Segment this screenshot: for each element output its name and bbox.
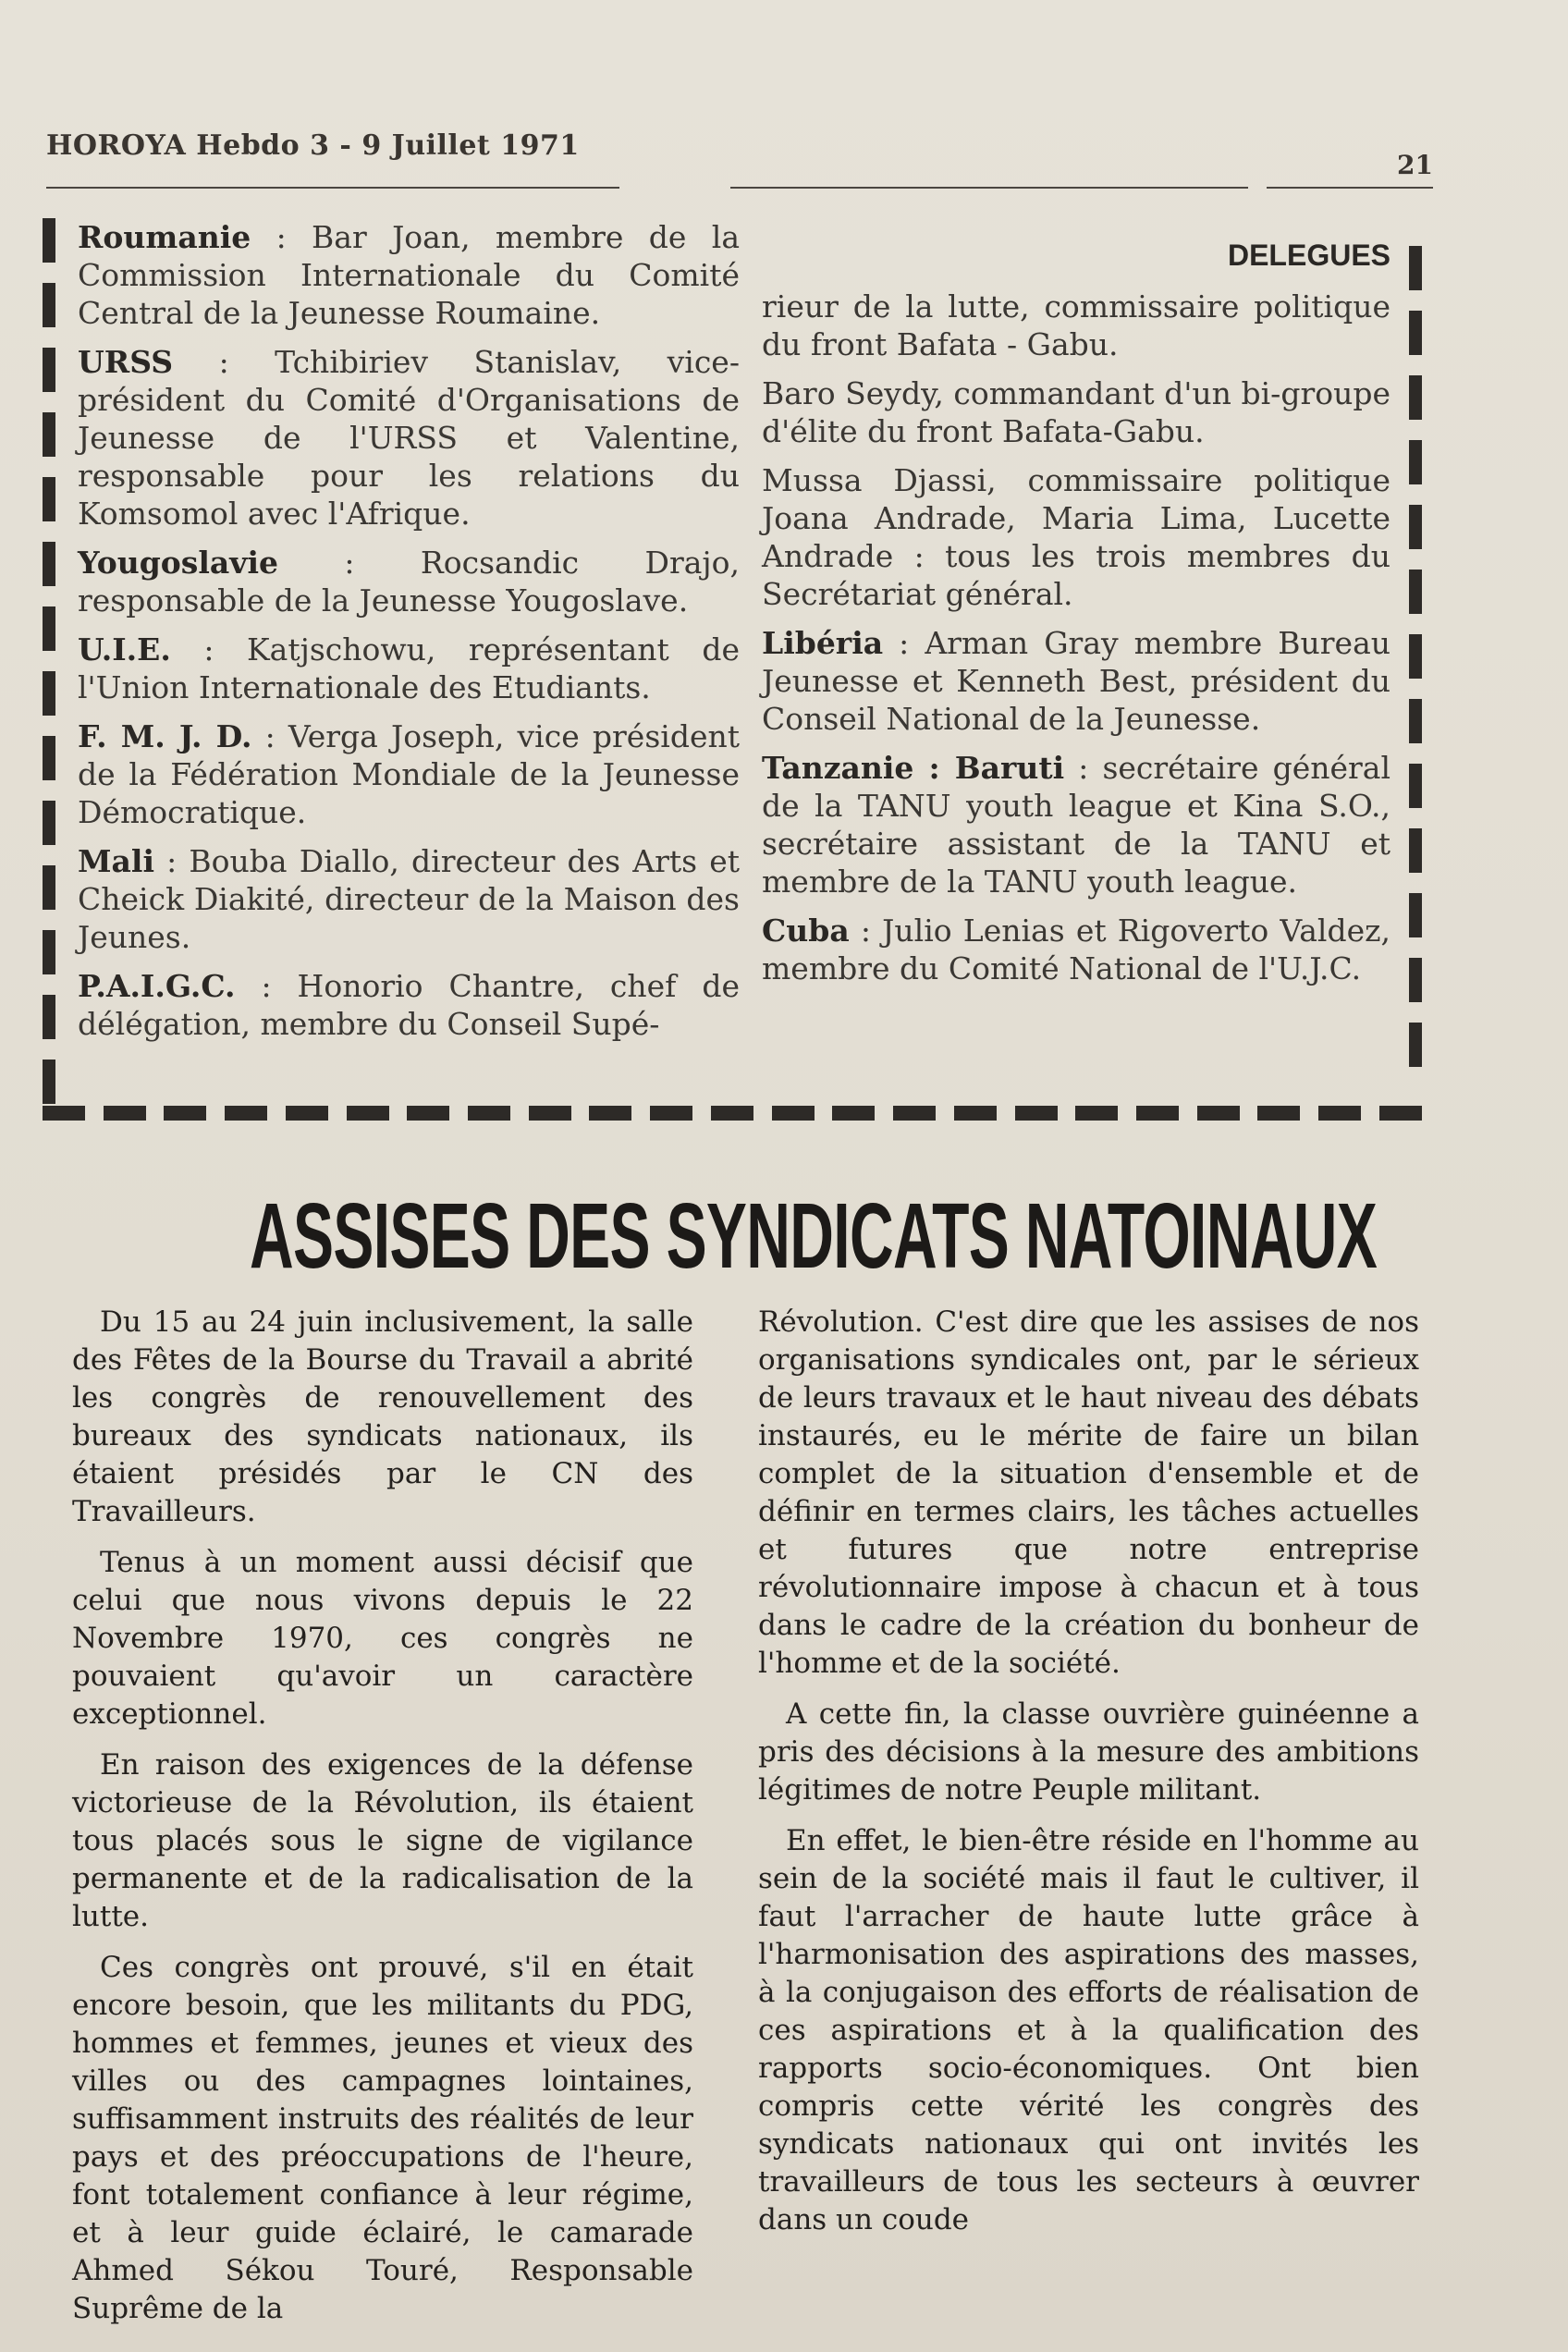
delegate-entry: Roumanie : Bar Joan, membre de la Commission Internationale du Comité Central de la Jeunesse Roumaine.: [78, 219, 740, 331]
delegate-entry: Mussa Djassi, commissaire politique Joana Andrade, Maria Lima, Lucette Andrade : tous les trois membres du Secrétariat général.: [762, 462, 1390, 612]
page-header: [46, 129, 1433, 185]
delegates-heading: DELEGUES: [1227, 239, 1390, 272]
article-paragraph: A cette fin, la classe ouvrière guinéenne a pris des décisions à la mesure des ambitions légitimes de notre Peuple militant.: [758, 1697, 1419, 1807]
masthead: HOROYA Hebdo 3 - 9 Juillet 1971: [46, 129, 580, 162]
delegate-entry: Yougoslavie : Rocsandic Drajo, responsable de la Jeunesse Yougoslave.: [78, 545, 740, 619]
delegate-entry: rieur de la lutte, commissaire politique du front Bafata - Gabu.: [762, 288, 1390, 362]
header-rule-left: [46, 187, 619, 189]
delegates-box: [43, 218, 1422, 1143]
delegate-entry: F. M. J. D. : Verga Joseph, vice président de la Fédération Mondiale de la Jeunesse Démocratique.: [78, 718, 740, 830]
header-rule-right: [1267, 187, 1433, 189]
article-paragraph: En raison des exigences de la défense victorieuse de la Révolution, ils étaient tous placés sous le signe de vigilance permanente et de la radicalisation de la lutte.: [72, 1748, 693, 1933]
delegate-entry: URSS : Tchibiriev Stanislav, vice-président du Comité d'Organisations de Jeunesse de l'URSS et Valentine, responsable pour les relations du Komsomol avec l'Afrique.: [78, 344, 740, 532]
delegate-entry: Cuba : Julio Lenias et Rigoverto Valdez, membre du Comité National de l'U.J.C.: [762, 913, 1390, 986]
box-border-right: [1409, 246, 1422, 1087]
article-paragraph: Tenus à un moment aussi décisif que celui que nous vivons depuis le 22 Novembre 1970, ces congrès ne pouvaient qu'avoir un caractère exceptionnel.: [72, 1546, 693, 1731]
delegate-entry: U.I.E. : Katjschowu, représentant de l'Union Internationale des Etudiants.: [78, 631, 740, 705]
delegate-entry: Libéria : Arman Gray membre Bureau Jeunesse et Kenneth Best, président du Conseil National de la Jeunesse.: [762, 625, 1390, 737]
delegate-entry: Tanzanie : Baruti : secrétaire général de la TANU youth league et Kina S.O., secrétaire assistant de la TANU et membre de la TANU youth league.: [762, 750, 1391, 900]
article-left-column: [72, 1304, 693, 2341]
delegate-entry: P.A.I.G.C. : Honorio Chantre, chef de délégation, membre du Conseil Supé-: [78, 968, 740, 1042]
delegate-entry: Mali : Bouba Diallo, directeur des Arts et Cheick Diakité, directeur de la Maison des Jeunes.: [78, 843, 740, 955]
page-number: 21: [1397, 150, 1433, 180]
article-paragraph: Ces congrès ont prouvé, s'il en était encore besoin, que les militants du PDG, hommes et femmes, jeunes et vieux des villes ou des campagnes lointaines, suffisamment instruits des réalités de leur pays et des préoccupations de l'heure, font totalement confiance à leur régime, et à leur guide éclairé, le camarade Ahmed Sékou Touré, Responsable Suprême de la: [72, 1951, 693, 2325]
box-border-bottom: [43, 1106, 1422, 1122]
header-rule-middle: [730, 187, 1248, 189]
article-paragraph: En effet, le bien-être réside en l'homme au sein de la société mais il faut le cultiver, il faut l'arracher de haute lutte grâce à l'harmonisation des aspirations des masses, à la conjugaison des efforts de réalisation de ces aspirations et à la qualification des rapports socio-économiques. Ont bien compris cette vérité les congrès des syndicats nationaux qui ont invités les travailleurs de tous les secteurs à œuvrer dans un coude: [758, 1824, 1419, 2236]
article-headline: ASSISES DES SYNDICATS NATOINAUX: [250, 1184, 1378, 1288]
delegate-entry: Baro Seydy, commandant d'un bi-groupe d'élite du front Bafata-Gabu.: [762, 375, 1390, 449]
delegates-left-column: [78, 218, 740, 1054]
article-right-column: [758, 1304, 1419, 2252]
article-paragraph: Du 15 au 24 juin inclusivement, la salle des Fêtes de la Bourse du Travail a abrité les congrès de renouvellement des bureaux des syndicats nationaux, ils étaient présidés par le CN des Travailleurs.: [72, 1305, 693, 1528]
box-border-left: [43, 218, 55, 1124]
delegates-right-column: [762, 218, 1390, 998]
article-paragraph: Révolution. C'est dire que les assises de nos organisations syndicales ont, par le sérieux de leurs travaux et le haut niveau des débats instaurés, eu le mérite de faire un bilan complet de la situation d'ensemble et de définir en termes clairs, les tâches actuelles et futures que notre entreprise révolutionnaire impose à chacun et à tous dans le cadre de la création du bonheur de l'homme et de la société.: [758, 1305, 1419, 1680]
